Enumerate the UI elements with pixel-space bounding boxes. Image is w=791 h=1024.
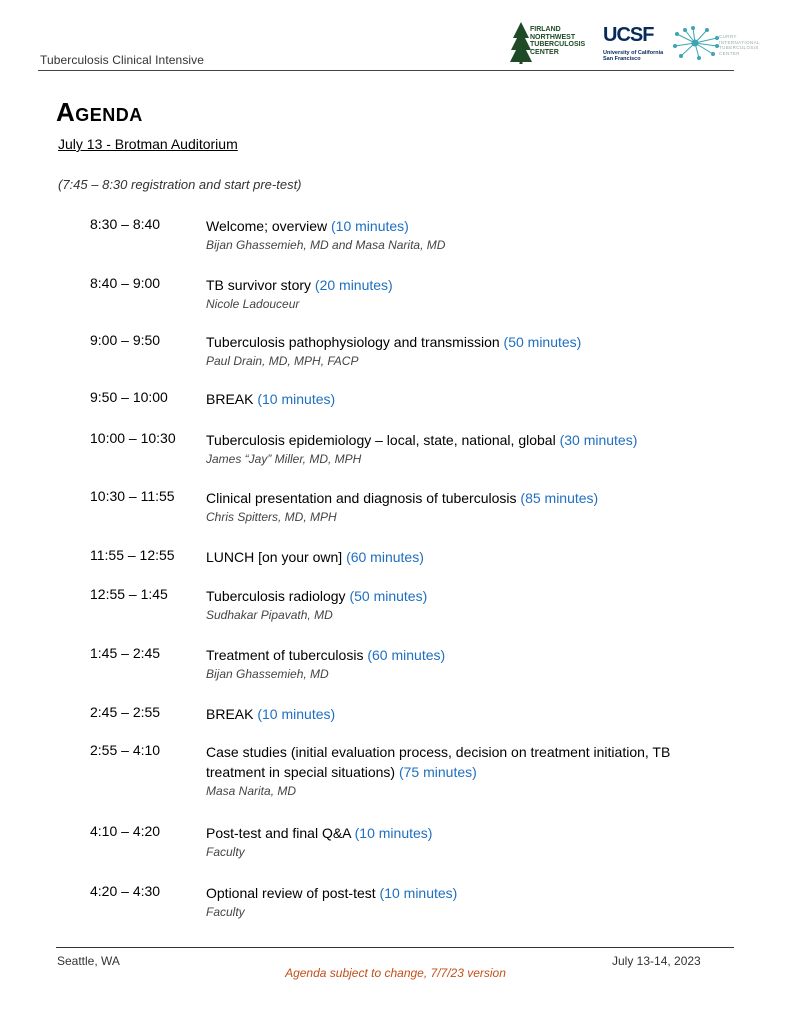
item-duration: (10 minutes) <box>379 885 458 901</box>
footer-location: Seattle, WA <box>57 954 120 968</box>
footer-dates: July 13-14, 2023 <box>612 954 701 968</box>
item-title <box>206 488 706 508</box>
curry-line: INTERNATIONAL <box>719 39 760 45</box>
item-title <box>206 742 706 782</box>
item-title-text: BREAK <box>206 706 254 722</box>
item-time: 10:00 – 10:30 <box>90 430 176 446</box>
item-details <box>206 547 706 567</box>
burst-icon <box>673 26 719 60</box>
footer-divider <box>56 947 734 948</box>
item-time: 10:30 – 11:55 <box>90 488 175 504</box>
agenda-title: Agenda <box>56 97 143 127</box>
item-speaker: Bijan Ghassemieh, MD and Masa Narita, MD <box>206 238 446 252</box>
document-header-title: Tuberculosis Clinical Intensive <box>40 53 205 67</box>
curry-center-logo <box>673 26 761 64</box>
item-duration: (60 minutes) <box>346 549 424 565</box>
item-speaker: Chris Spitters, MD, MPH <box>206 510 337 524</box>
item-duration: (30 minutes) <box>559 432 638 448</box>
session-heading: July 13 - Brotman Auditorium <box>58 136 238 152</box>
item-title-text: Tuberculosis pathophysiology and transmission <box>206 334 500 350</box>
item-title <box>206 216 706 236</box>
item-speaker: James “Jay” Miller, MD, MPH <box>206 452 362 466</box>
item-speaker: Sudhakar Pipavath, MD <box>206 608 333 622</box>
item-title-text: Tuberculosis radiology <box>206 588 346 604</box>
item-time: 2:55 – 4:10 <box>90 742 161 758</box>
item-title <box>206 586 706 606</box>
item-title-text: Case studies (initial evaluation process, decision on treatment initiation, TB treatment in special situations) <box>206 744 671 780</box>
item-title-text: Treatment of tuberculosis <box>206 647 364 663</box>
item-title-text: LUNCH [on your own] <box>206 549 343 565</box>
item-duration: (10 minutes) <box>257 706 336 722</box>
item-details <box>206 883 706 922</box>
header-divider <box>38 70 734 71</box>
item-details <box>206 645 706 684</box>
curry-line: TUBERCULOSIS <box>719 45 759 50</box>
item-time: 4:10 – 4:20 <box>90 823 161 839</box>
item-title <box>206 430 706 450</box>
item-title <box>206 645 706 665</box>
item-title <box>206 332 706 352</box>
item-details <box>206 742 706 801</box>
curry-line: CENTER <box>719 50 740 56</box>
item-details <box>206 216 706 255</box>
item-details <box>206 704 706 724</box>
item-time: 9:50 – 10:00 <box>90 389 168 405</box>
item-title <box>206 275 706 295</box>
item-time: 12:55 – 1:45 <box>90 586 168 602</box>
footer-version-note: Agenda subject to change, 7/7/23 version <box>285 966 506 980</box>
registration-note: (7:45 – 8:30 registration and start pre-test) <box>58 177 302 192</box>
item-speaker: Paul Drain, MD, MPH, FACP <box>206 354 359 368</box>
item-details <box>206 332 706 371</box>
item-details <box>206 586 706 625</box>
item-duration: (50 minutes) <box>349 588 428 604</box>
item-time: 1:45 – 2:45 <box>90 645 161 661</box>
item-duration: (10 minutes) <box>331 218 409 234</box>
item-duration: (60 minutes) <box>367 647 446 663</box>
firland-logo <box>510 22 586 64</box>
item-duration: (85 minutes) <box>520 490 599 506</box>
item-time: 9:00 – 9:50 <box>90 332 161 348</box>
item-title-text: Optional review of post-test <box>206 885 376 901</box>
item-details <box>206 823 706 862</box>
item-time: 8:30 – 8:40 <box>90 216 161 232</box>
item-title <box>206 547 706 567</box>
item-details <box>206 275 706 314</box>
item-duration: (10 minutes) <box>257 391 336 407</box>
ucsf-logo-subtitle <box>603 50 663 62</box>
item-title-text: Tuberculosis epidemiology – local, state, national, global <box>206 432 556 448</box>
curry-logo-text <box>719 34 760 56</box>
item-title <box>206 389 706 409</box>
ucsf-sub-line: University of California <box>603 50 664 56</box>
firland-line: CENTER <box>530 48 559 56</box>
item-time: 2:45 – 2:55 <box>90 704 161 720</box>
item-speaker: Faculty <box>206 845 245 859</box>
firland-line: FIRLAND <box>530 26 561 33</box>
item-title <box>206 823 706 843</box>
item-title-text: Welcome; overview <box>206 218 328 234</box>
item-title-text: BREAK <box>206 391 254 407</box>
item-speaker: Faculty <box>206 905 245 919</box>
item-details <box>206 389 706 409</box>
item-title-text: Clinical presentation and diagnosis of tuberculosis <box>206 490 517 506</box>
item-duration: (10 minutes) <box>354 825 433 841</box>
curry-line: CURRY <box>719 34 737 39</box>
item-duration: (20 minutes) <box>314 277 393 293</box>
item-speaker: Masa Narita, MD <box>206 784 297 798</box>
item-details <box>206 430 706 469</box>
item-time: 4:20 – 4:30 <box>90 883 161 899</box>
item-title <box>206 883 706 903</box>
ucsf-sub-line: San Francisco <box>603 56 641 62</box>
ucsf-logo <box>603 24 667 64</box>
item-time: 8:40 – 9:00 <box>90 275 161 291</box>
tree-icon <box>510 22 532 64</box>
firland-logo-text <box>530 26 585 56</box>
ucsf-logo-mark: UCSF <box>603 24 654 46</box>
item-speaker: Bijan Ghassemieh, MD <box>206 667 329 681</box>
firland-line: TUBERCULOSIS <box>530 41 586 48</box>
item-duration: (50 minutes) <box>503 334 582 350</box>
item-duration: (75 minutes) <box>398 764 477 780</box>
item-speaker: Nicole Ladouceur <box>206 297 300 311</box>
item-details <box>206 488 706 527</box>
item-title <box>206 704 706 724</box>
item-title-text: TB survivor story <box>206 277 312 293</box>
item-time: 11:55 – 12:55 <box>90 547 175 563</box>
firland-line: NORTHWEST <box>530 33 576 41</box>
item-title-text: Post-test and final Q&A <box>206 825 351 841</box>
